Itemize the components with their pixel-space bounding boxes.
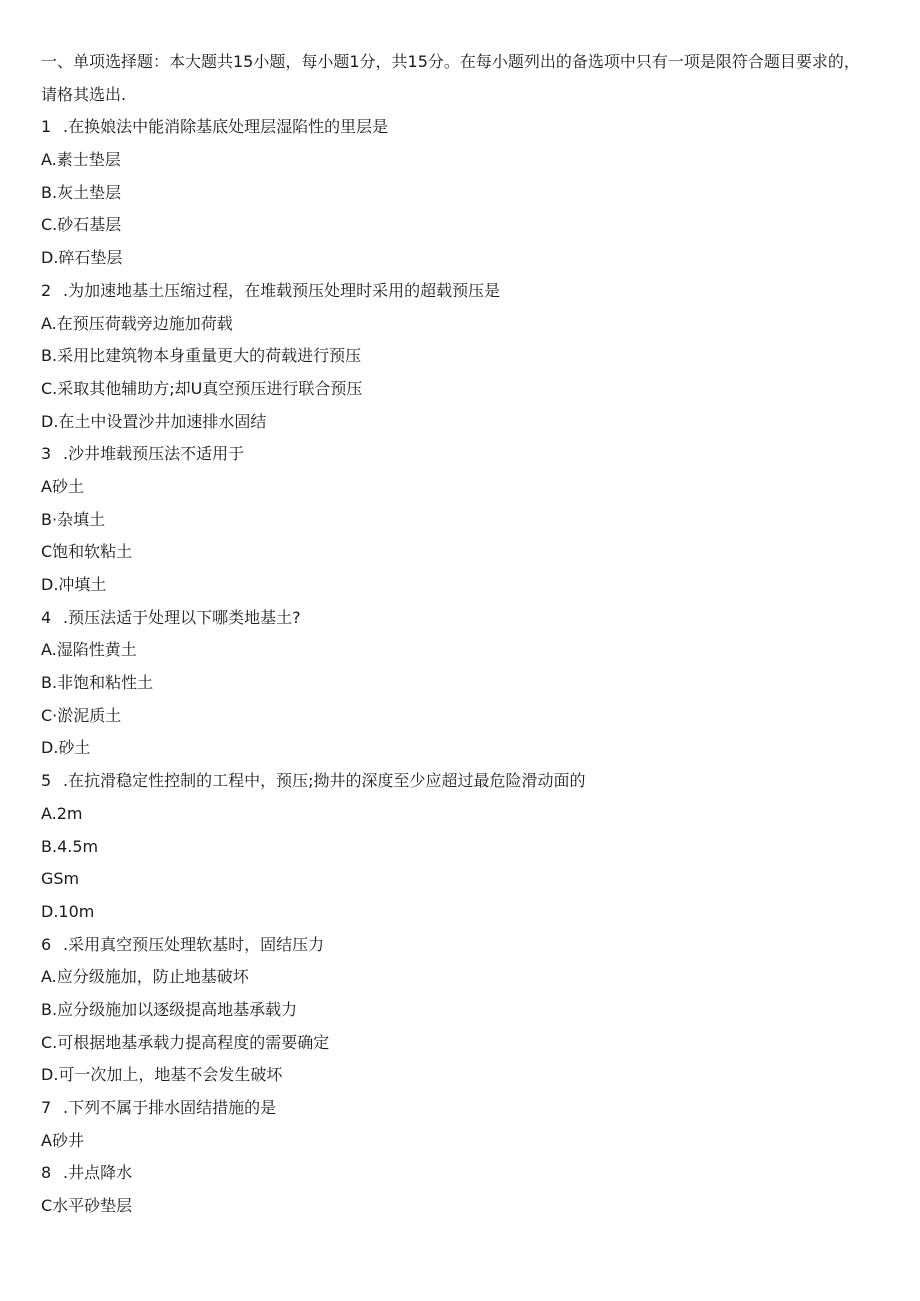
question-text: .井点降水 (63, 1163, 133, 1183)
answer-option: D.砂土 (41, 738, 91, 758)
answer-option: B·杂填土 (41, 509, 106, 529)
exam-page (41, 46, 881, 1223)
answer-option: D.碎石垫层 (41, 248, 123, 268)
answer-option: C水平砂垫层 (41, 1196, 133, 1216)
answer-option: A.应分级施加，防止地基破坏 (41, 967, 249, 987)
question-stem (41, 275, 881, 308)
question-number: 2 (41, 280, 52, 300)
question-stem (41, 1092, 881, 1125)
section-header: 一、单项选择题：本大题共15小题，每小题1分，共15分。在每小题列出的备选项中只有一项是限符合题目要求的，请格其选出. (41, 52, 860, 104)
answer-option: A.2m (41, 803, 83, 823)
question-number: 1 (41, 117, 52, 137)
question-number: 3 (41, 444, 52, 464)
answer-option: B.应分级施加以逐级提高地基承载力 (41, 999, 298, 1019)
question-number: 7 (41, 1098, 52, 1118)
answer-option: C饱和软粘土 (41, 542, 133, 562)
answer-option: B.采用比建筑物本身重量更大的荷载进行预压 (41, 346, 362, 366)
question-text: .采用真空预压处理软基时，固结压力 (63, 934, 325, 954)
answer-option: GSm (41, 869, 80, 889)
answer-option: A.素士垫层 (41, 150, 121, 170)
question-stem (41, 602, 881, 635)
question-text: .在抗滑稳定性控制的工程中，预压;拗井的深度至少应超过最危险滑动面的 (63, 771, 586, 791)
question-text: .预压法适于处理以下哪类地基土? (63, 607, 301, 627)
answer-option: A.湿陷性黄土 (41, 640, 137, 660)
answer-option: D.可一次加上，地基不会发生破坏 (41, 1065, 283, 1085)
answer-option: D.冲填土 (41, 575, 107, 595)
question-text: .在换娘法中能消除基底处理层湿陷性的里层是 (63, 117, 389, 137)
question-text: .下列不属于排水固结措施的是 (63, 1098, 277, 1118)
answer-option: C.采取其他辅助方;却U真空预压进行联合预压 (41, 378, 363, 398)
question-text: .为加速地基土压缩过程，在堆载预压处理时采用的超载预压是 (63, 280, 501, 300)
question-number: 4 (41, 607, 52, 627)
question-stem (41, 1157, 881, 1190)
answer-option: A.在预压荷载旁边施加荷载 (41, 313, 233, 333)
question-list (41, 111, 881, 1222)
answer-option: A砂井 (41, 1130, 84, 1150)
question-number: 5 (41, 771, 52, 791)
answer-option: D.10m (41, 901, 95, 921)
question-stem (41, 111, 881, 144)
question-stem (41, 438, 881, 471)
answer-option: B.灰土垫层 (41, 182, 122, 202)
question-stem (41, 765, 881, 798)
question-number: 6 (41, 934, 52, 954)
answer-option: C.可根据地基承载力提高程度的需要确定 (41, 1032, 330, 1052)
question-number: 8 (41, 1163, 52, 1183)
answer-option: D.在土中设置沙井加速排水固结 (41, 411, 267, 431)
answer-option: B.非饱和粘性土 (41, 673, 154, 693)
answer-option: C·淤泥质土 (41, 705, 122, 725)
answer-option: C.砂石基层 (41, 215, 122, 235)
question-stem (41, 929, 881, 962)
question-text: .沙井堆载预压法不适用于 (63, 444, 245, 464)
answer-option: A砂土 (41, 476, 84, 496)
answer-option: B.4.5m (41, 836, 99, 856)
